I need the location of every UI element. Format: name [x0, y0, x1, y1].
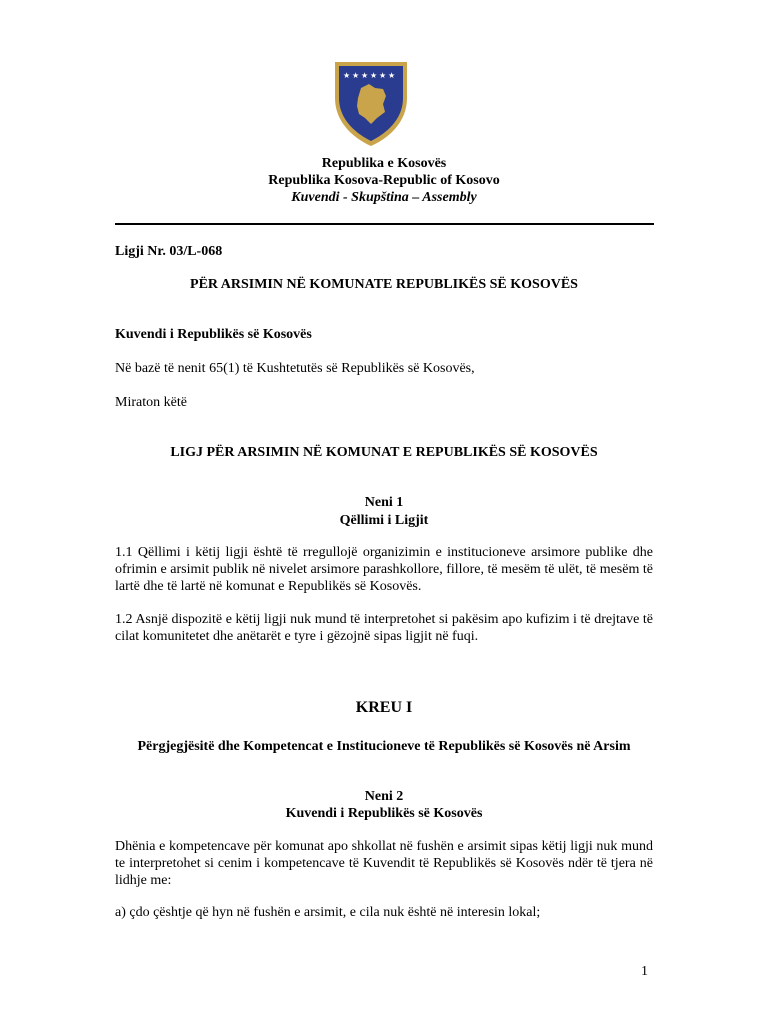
header-divider	[115, 223, 654, 225]
svg-text:★: ★	[388, 71, 396, 80]
article-2-subtitle: Kuvendi i Republikës së Kosovës	[285, 806, 483, 821]
article-1-heading: Neni 1	[364, 495, 404, 510]
article-2-item-a: a) çdo çështje që hyn në fushën e arsimit, e cila nuk është në interesin lokal;	[115, 905, 541, 920]
adopts-line: Miraton këtë	[115, 395, 187, 410]
header-line-assembly: Kuvendi - Skupština – Assembly	[291, 190, 477, 205]
article-2-heading: Neni 2	[364, 789, 404, 804]
svg-text:★: ★	[352, 71, 360, 80]
page-number: 1	[641, 964, 648, 979]
chapter-heading: KREU I	[355, 699, 413, 716]
svg-text:★: ★	[343, 71, 351, 80]
article-1-paragraph-2: 1.2 Asnjë dispozitë e këtij ligji nuk mund të interpretohet si pakësim apo kufizim i të drejtave të cilat komunitetet dhe anëtarët e tyre i gëzojnë sipas ligjit në fuqi.	[115, 612, 653, 644]
header-line-republic-multilingual: Republika Kosova-Republic of Kosovo	[268, 173, 500, 188]
svg-text:★: ★	[361, 71, 369, 80]
article-1-paragraph-1: 1.1 Qëllimi i këtij ligji është të rregullojë organizimin e institucioneve arsimore publike dhe ofrimin e arsimit publik në nivelet arsimore parashkollore, fillore, të mesëm të ulët, të mesëm të lartë dhe të lartë në komunat e Republikës së Kosovës.	[115, 545, 653, 594]
legal-basis: Në bazë të nenit 65(1) të Kushtetutës së Republikës së Kosovës,	[115, 361, 475, 376]
svg-text:★: ★	[379, 71, 387, 80]
law-title: PËR ARSIMIN NË KOMUNATE REPUBLIKËS SË KOSOVËS	[190, 277, 578, 292]
svg-text:★: ★	[370, 71, 378, 80]
header-line-republic: Republika e Kosovës	[321, 156, 447, 171]
full-law-title: LIGJ PËR ARSIMIN NË KOMUNAT E REPUBLIKËS SË KOSOVËS	[170, 445, 598, 460]
assembly-name: Kuvendi i Republikës së Kosovës	[115, 327, 312, 342]
chapter-subtitle: Përgjegjësitë dhe Kompetencat e Institucioneve të Republikës së Kosovës në Arsim	[137, 739, 631, 754]
article-1-subtitle: Qëllimi i Ligjit	[339, 513, 429, 528]
kosovo-coat-of-arms	[331, 58, 411, 148]
article-2-paragraph-1: Dhënia e kompetencave për komunat apo shkollat në fushën e arsimit sipas këtij ligji nuk mund te interpretohet si cenim i kompetencave të Kuvendit të Republikës së Kosovës ndër të tjera në lidhje me:	[115, 839, 653, 888]
law-number: Ligji Nr. 03/L-068	[115, 244, 223, 259]
